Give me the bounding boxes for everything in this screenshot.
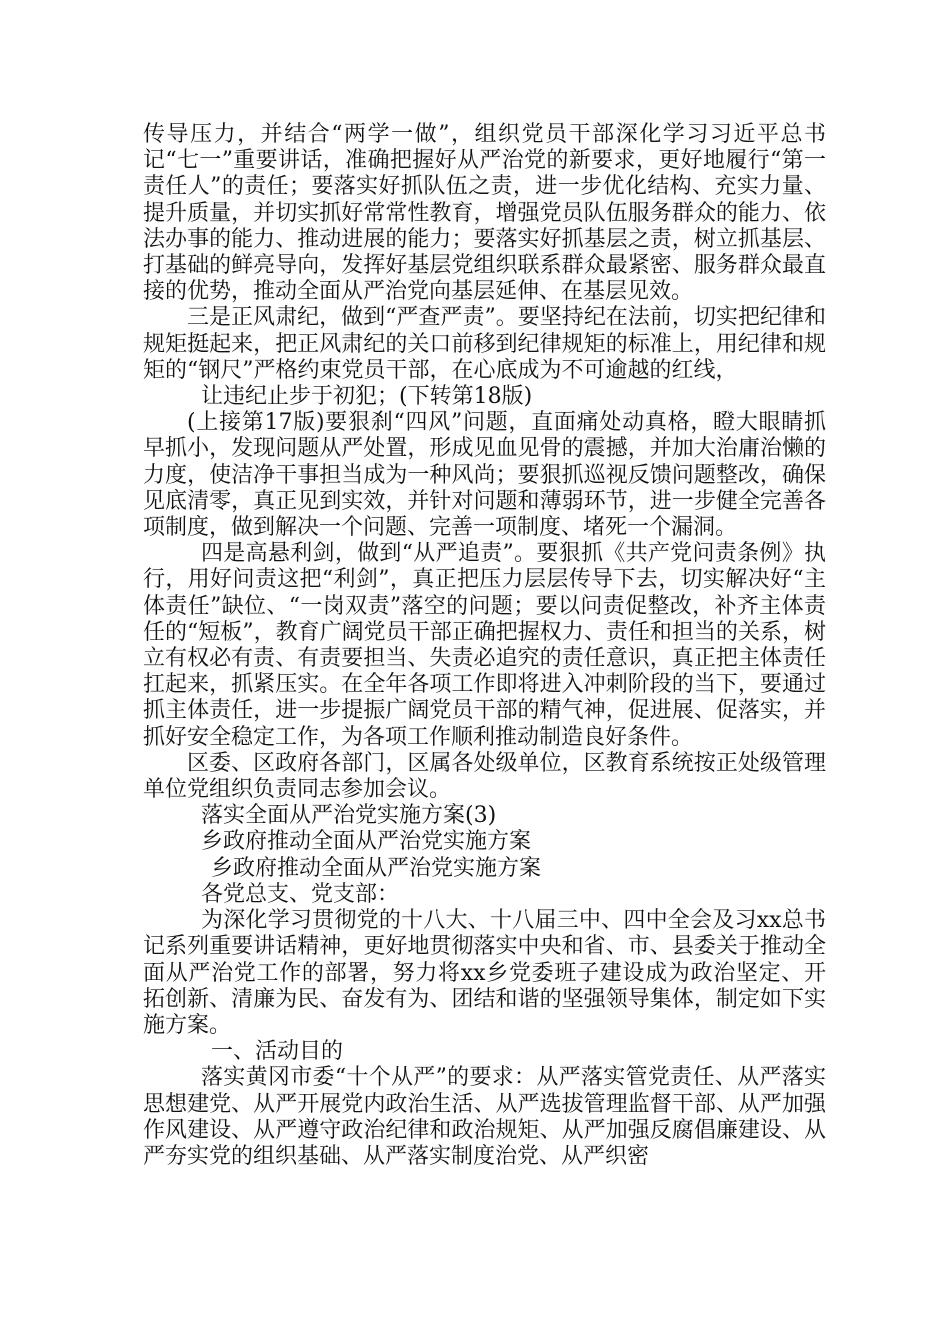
paragraph-continued-note: 让违纪止步于初犯；(下转第18版) bbox=[201, 384, 533, 410]
paragraph-purpose: 落实黄冈市委“十个从严”的要求：从严落实管党责任、从严落实思想建党、从严开展党内政治生活、从严选拔管理监督干部、从严加强作风建设、从严遵守政治纪律和政治规矩、从严加强反腐倡廉建设、从严夯实党的组织基础、从严落实制度治党、从严织密 bbox=[143, 1065, 826, 1169]
salutation: 各党总支、党支部： bbox=[201, 881, 400, 907]
document-page bbox=[143, 122, 826, 1170]
section-heading: 落实全面从严治党实施方案(3) bbox=[201, 803, 497, 829]
paragraph-continued-from: (上接第17版)要狠刹“四风”问题，直面痛处动真格，瞪大眼睛抓早抓小，发现问题从严处置，形成见血见骨的震撼，并加大治庸治懒的力度，使洁净干事担当成为一种风尚；要狠抓巡视反馈问题整改，确保见底清零，真正见到实效，并针对问题和薄弱环节，进一步健全完善各项制度，做到解决一个问题、完善一项制度、堵死一个漏洞。 bbox=[143, 410, 826, 541]
document-subtitle: 乡政府推动全面从严治党实施方案 bbox=[211, 855, 542, 881]
paragraph-fourth-point: 四是高悬利剑，做到“从严追责”。要狠抓《共产党问责条例》执行，用好问责这把“利剑”，真正把压力层层传导下去，切实解决好“主体责任”缺位、“一岗双责”落空的问题；要以问责促整改，补齐主体责任的“短板”，教育广阔党员干部正确把握权力、责任和担当的关系，树立有权必有责、有责要担当、失责必追究的责任意识，真正把主体责任扛起来，抓紧压实。在全年各项工作即将进入冲刺阶段的当下，要通过抓主体责任，进一步提振广阔党员干部的精气神，促进展、促落实，并抓好安全稳定工作，为各项工作顺利推动制造良好条件。 bbox=[143, 541, 826, 750]
paragraph-pressure: 传导压力，并结合“两学一做”，组织党员干部深化学习习近平总书记“七一”重要讲话，准确把握好从严治党的新要求，更好地履行“第一责任人”的责任；要落实好抓队伍之责，进一步优化结构、充实力量、提升质量，并切实抓好常常性教育，增强党员队伍服务群众的能力、依法办事的能力、推动进展的能力；要落实好抓基层之责，树立抓基层、打基础的鲜亮导向，发挥好基层党组织联系群众最紧密、服务群众最直接的优势，推动全面从严治党向基层延伸、在基层见效。 bbox=[143, 122, 826, 305]
heading-purpose: 一、活动目的 bbox=[211, 1039, 344, 1065]
paragraph-intro: 为深化学习贯彻党的十八大、十八届三中、四中全会及习xx总书记系列重要讲话精神，更好地贯彻落实中央和省、市、县委关于推动全面从严治党工作的部署，努力将xx乡党委班子建设成为政治坚定、开拓创新、清廉为民、奋发有为、团结和谐的坚强领导集体，制定如下实施方案。 bbox=[143, 908, 826, 1038]
paragraph-third-point: 三是正风肃纪，做到“严查严责”。要坚持纪在法前，切实把纪律和规矩挺起来，把正风肃纪的关口前移到纪律规矩的标准上，用纪律和规矩的“钢尺”严格约束党员干部，在心底成为不可逾越的红线， bbox=[143, 305, 826, 383]
paragraph-attendees: 区委、区政府各部门，区属各处级单位，区教育系统按正处级管理单位党组织负责同志参加会议。 bbox=[143, 750, 826, 803]
document-title: 乡政府推动全面从严治党实施方案 bbox=[201, 829, 532, 855]
